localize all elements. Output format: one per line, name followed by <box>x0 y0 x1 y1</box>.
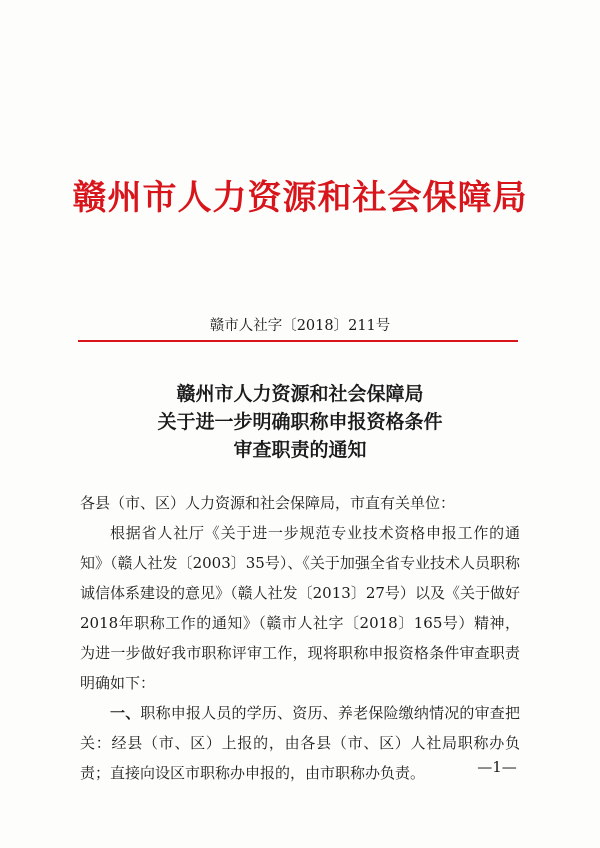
title-line-2: 关于进一步明确职称申报资格条件 <box>157 411 443 433</box>
document-title <box>0 380 600 464</box>
title-line-3: 审查职责的通知 <box>233 439 367 461</box>
title-line-1: 赣州市人力资源和社会保障局 <box>176 383 424 405</box>
document-body <box>80 488 520 788</box>
agency-header: 赣州市人力资源和社会保障局 <box>72 178 528 218</box>
paragraph-2 <box>80 698 520 788</box>
document-number: 赣市人社字〔2018〕211号 <box>209 318 391 334</box>
red-divider-line <box>78 340 518 342</box>
page-number: —1— <box>477 758 517 776</box>
paragraph-1: 根据省人社厅《关于进一步规范专业技术资格申报工作的通知》（赣人社发〔2003〕35号）、《关于加强全省专业技术人员职称诚信体系建设的意见》（赣人社发〔2013〕27号）以及《关于做好2018年职称工作的通知》（赣市人社字〔2018〕165号）精神，为进一步做好我市职称评审工作，现将职称申报资格条件审查职责明确如下： <box>80 524 520 692</box>
paragraph-2-lead: 一、 <box>110 704 141 722</box>
paragraph-2-text: 职称申报人员的学历、资历、养老保险缴纳情况的审查把关：经县（市、区）上报的，由各县（市、区）人社局职称办负责；直接向设区市职称办申报的，由市职称办负责。 <box>80 704 520 782</box>
salutation: 各县（市、区）人力资源和社会保障局，市直有关单位： <box>80 494 456 512</box>
